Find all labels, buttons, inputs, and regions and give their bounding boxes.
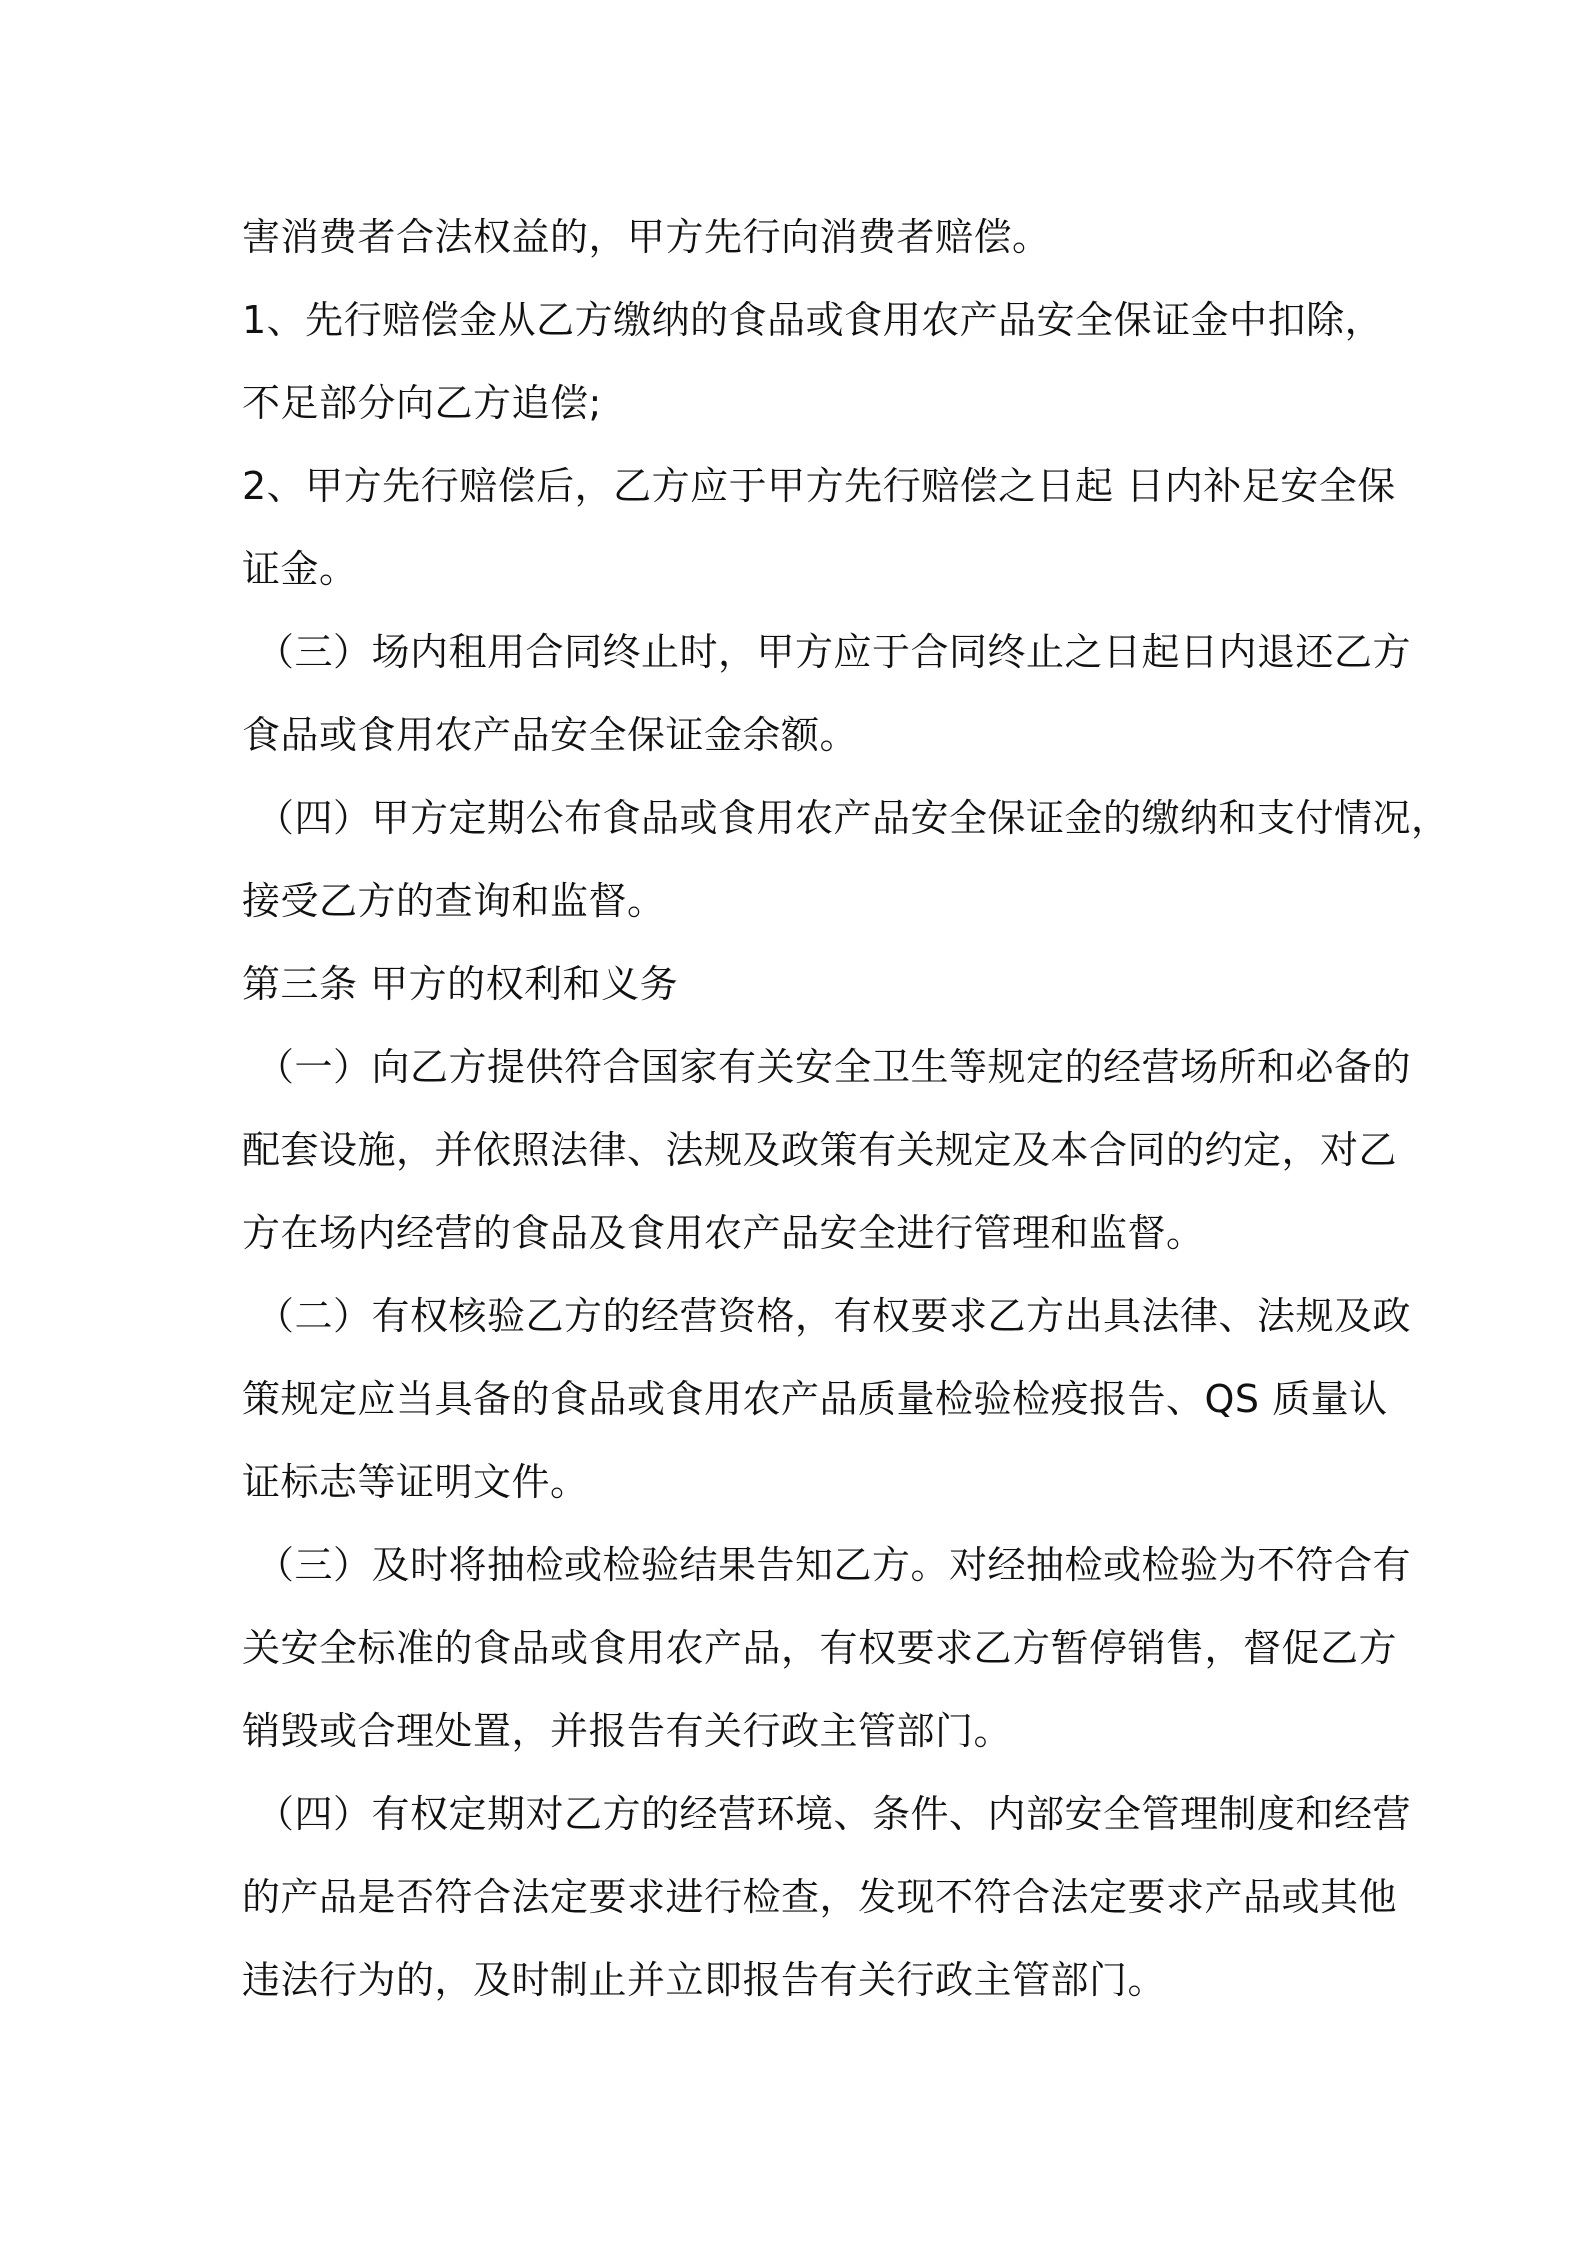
text-line: 方在场内经营的食品及食用农产品安全进行管理和监督。 [242,1211,1205,1255]
document-body [242,196,1450,2022]
text-line: 2、甲方先行赔偿后，乙方应于甲方先行赔偿之日起 日内补足安全保 [242,464,1396,508]
text-line: （四）有权定期对乙方的经营环境、条件、内部安全管理制度和经营 [256,1792,1412,1836]
text-line: （一）向乙方提供符合国家有关安全卫生等规定的经营场所和必备的 [256,1045,1412,1089]
text-line: （二）有权核验乙方的经营资格，有权要求乙方出具法律、法规及政 [256,1294,1412,1338]
text-line: （三）场内租用合同终止时，甲方应于合同终止之日起日内退还乙方 [256,630,1412,674]
section-heading: 第三条 甲方的权利和义务 [242,962,679,1006]
text-line: 证金。 [242,547,358,591]
text-line: 证标志等证明文件。 [242,1460,589,1504]
text-line: 配套设施，并依照法律、法规及政策有关规定及本合同的约定，对乙 [242,1128,1398,1172]
text-line: 接受乙方的查询和监督。 [242,879,666,923]
text-line: 策规定应当具备的食品或食用农产品质量检验检疫报告、QS 质量认 [242,1377,1388,1421]
text-line: 不足部分向乙方追偿; [242,381,602,425]
text-line: 关安全标准的食品或食用农产品，有权要求乙方暂停销售，督促乙方 [242,1626,1398,1670]
text-line: （三）及时将抽检或检验结果告知乙方。对经抽检或检验为不符合有 [256,1543,1412,1587]
text-line: 害消费者合法权益的，甲方先行向消费者赔偿。 [242,215,1051,259]
text-line: 1、先行赔偿金从乙方缴纳的食品或食用农产品安全保证金中扣除， [242,298,1384,342]
text-line: （四）甲方定期公布食品或食用农产品安全保证金的缴纳和支付情况， [256,796,1450,840]
text-line: 销毁或合理处置，并报告有关行政主管部门。 [242,1709,1013,1753]
text-line: 违法行为的，及时制止并立即报告有关行政主管部门。 [242,1958,1167,2002]
text-line: 的产品是否符合法定要求进行检查，发现不符合法定要求产品或其他 [242,1875,1398,1919]
text-line: 食品或食用农产品安全保证金余额。 [242,713,859,757]
